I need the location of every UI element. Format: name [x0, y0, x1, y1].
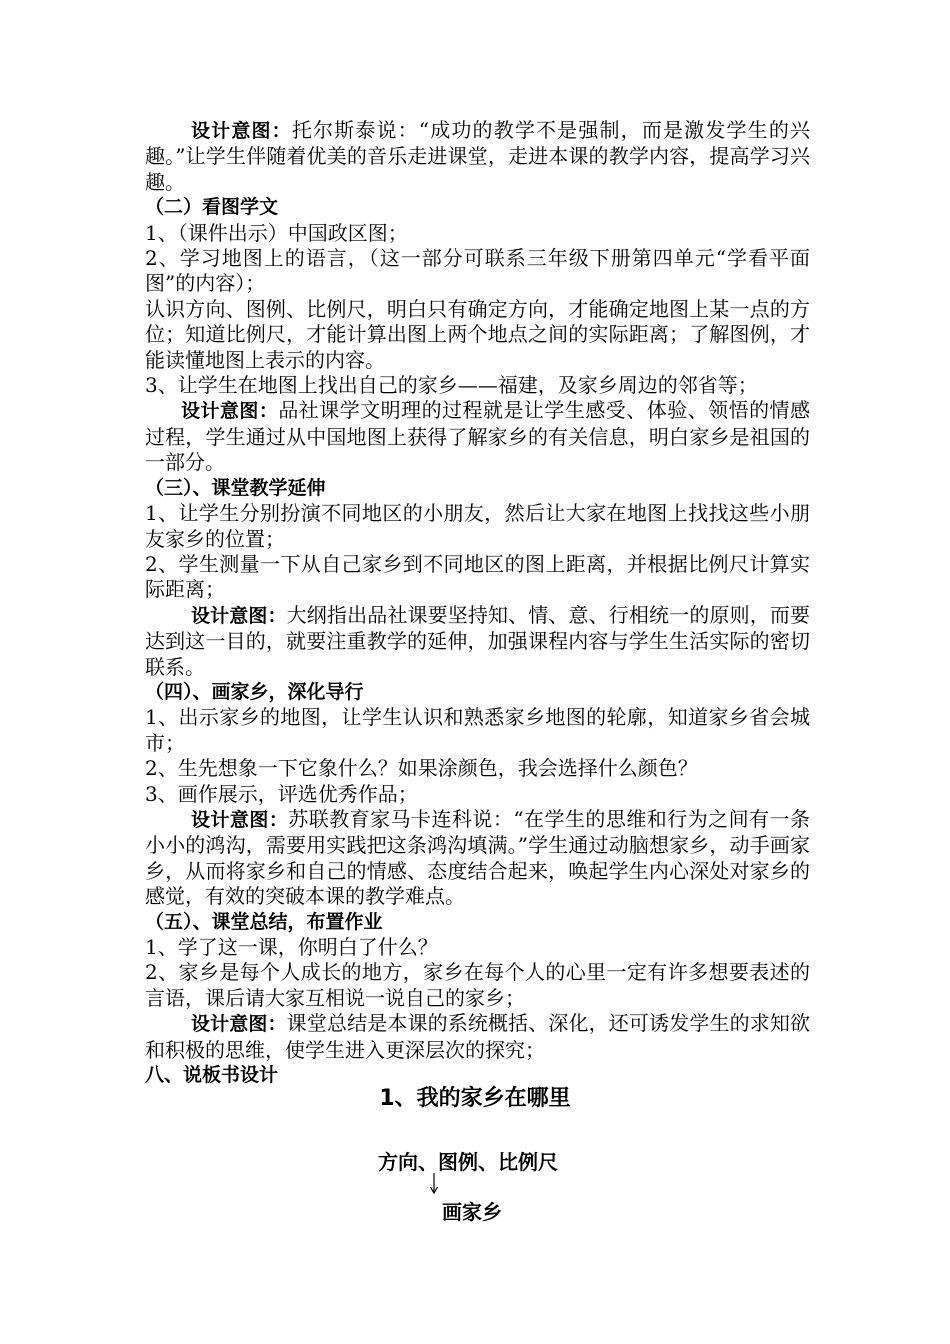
document-body	[145, 118, 810, 1088]
design-intent-text: 品社课学文明理的过程就是让学生感受、体验、领悟的情感过程，学生通过从中国地图上获得了解家乡的有关信息，明白家乡是祖国的一部分。	[145, 398, 810, 475]
design-intent-paragraph	[145, 807, 810, 910]
list-item: 2、家乡是每个人成长的地方，家乡在每个人的心里一定有许多想要表述的言语，课后请大家互相说一说自己的家乡；	[145, 960, 810, 1010]
design-intent-label: 设计意图：	[191, 604, 287, 627]
design-intent-text: 大纲指出品社课要坚持知、情、意、行相统一的原则，而要达到这一目的，就要注重教学的延伸，加强课程内容与学生生活实际的密切联系。	[145, 602, 810, 679]
design-intent-label: 设计意图：	[181, 400, 279, 423]
down-arrow-icon	[428, 1172, 440, 1196]
design-intent-paragraph	[145, 118, 810, 195]
list-item: 3、让学生在地图上找出自己的家乡——福建，及家乡周边的邻省等；	[145, 373, 758, 398]
design-intent-text: 托尔斯泰说：“成功的教学不是强制，而是激发学生的兴趣。”让学生伴随着优美的音乐走进课堂，走进本课的教学内容，提高学习兴趣。	[145, 118, 810, 194]
design-intent-label: 设计意图：	[191, 1013, 287, 1036]
design-intent-paragraph	[145, 1011, 810, 1063]
design-intent-label: 设计意图：	[191, 808, 289, 831]
list-item: 2、学生测量一下从自己家乡到不同地区的图上距离，并根据比例尺计算实际距离；	[145, 551, 810, 602]
design-intent-text: 课堂总结是本课的系统概括、深化，还可诱发学生的求知欲和积极的思维，使学生进入更深层次的探究；	[145, 1011, 810, 1062]
list-item: 2、生先想象一下它象什么？如果涂颜色，我会选择什么颜色？	[145, 756, 698, 781]
section-heading: 八、说板书设计	[145, 1064, 279, 1087]
section-heading: （三）、课堂教学延伸	[145, 476, 326, 499]
list-item: 3、画作展示，评选优秀作品；	[145, 781, 418, 806]
list-item: 1、（课件出示）中国政区图；	[145, 220, 408, 245]
board-title: 1、我的家乡在哪里	[379, 1086, 571, 1111]
design-intent-label: 设计意图：	[191, 120, 292, 142]
list-item: 1、出示家乡的地图，让学生认识和熟悉家乡地图的轮廓，知道家乡省会城市；	[145, 705, 810, 755]
board-line-concepts: 方向、图例、比例尺	[378, 1150, 558, 1174]
design-intent-paragraph	[145, 398, 810, 475]
list-item: 1、让学生分别扮演不同地区的小朋友，然后让大家在地图上找找这些小朋友家乡的位置；	[145, 501, 810, 551]
list-item: 认识方向、图例、比例尺，明白只有确定方向，才能确定地图上某一点的方位；知道比例尺，才能计算出图上两个地点之间的实际距离；了解图例，才能读懂地图上表示的内容。	[145, 296, 810, 372]
section-heading: （四）、画家乡，深化导行	[145, 680, 364, 703]
section-heading: （二）看图学文	[145, 196, 279, 219]
list-item: 2、学习地图上的语言，（这一部分可联系三年级下册第四单元“学看平面图”的内容）；	[145, 246, 810, 296]
design-intent-paragraph	[145, 603, 810, 680]
design-intent-text: 苏联教育家马卡连科说：“在学生的思维和行为之间有一条小小的鸿沟，需要用实践把这条鸿沟填满。”学生通过动脑想家乡，动手画家乡，从而将家乡和自己的情感、态度结合起来，唤起学生内心深处对家乡的感觉，有效的突破本课的教学难点。	[145, 806, 810, 909]
board-line-draw: 画家乡	[442, 1200, 502, 1224]
list-item: 1、学了这一课，你明白了什么？	[145, 935, 438, 959]
section-heading: （五）、课堂总结，布置作业	[145, 910, 383, 933]
